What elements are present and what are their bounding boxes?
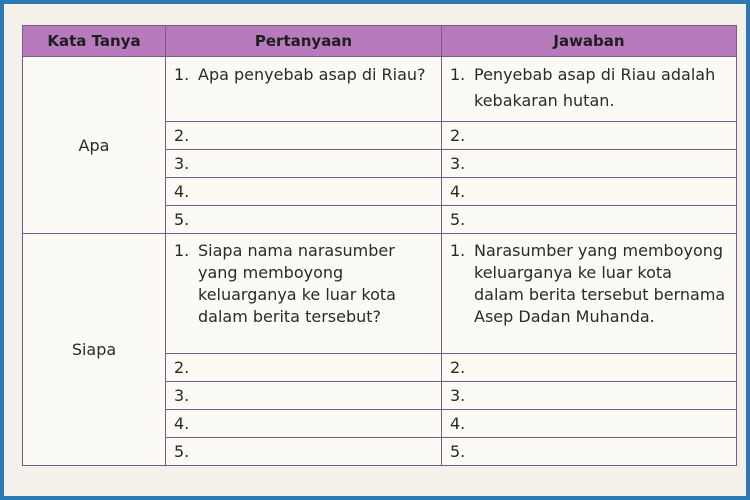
question-cell	[166, 57, 442, 122]
question-answer-table	[22, 25, 737, 466]
question-number: 1.	[174, 65, 190, 84]
answer-number: 5.	[450, 442, 466, 461]
answer-cell	[442, 410, 737, 438]
answer-cell	[442, 57, 737, 122]
question-text: Siapa nama narasumber yang memboyong keluarganya ke luar kota dalam berita tersebut?	[198, 241, 396, 326]
answer-number: 4.	[450, 414, 466, 433]
answer-text: Narasumber yang memboyong keluarganya ke luar kota dalam berita tersebut bernama Asep Dadan Muhanda.	[474, 241, 726, 326]
question-cell	[166, 150, 442, 178]
answer-number: 5.	[450, 210, 466, 229]
question-number: 4.	[174, 414, 190, 433]
answer-number: 1.	[450, 241, 466, 260]
question-number: 5.	[174, 442, 190, 461]
question-number: 2.	[174, 126, 190, 145]
header-pertanyaan: Pertanyaan	[166, 26, 442, 57]
answer-number: 2.	[450, 126, 466, 145]
answer-cell	[442, 234, 737, 354]
answer-cell	[442, 178, 737, 206]
question-cell	[166, 206, 442, 234]
question-number: 3.	[174, 154, 190, 173]
answer-cell	[442, 206, 737, 234]
question-number: 4.	[174, 182, 190, 201]
question-number: 1.	[174, 241, 190, 260]
question-cell	[166, 354, 442, 382]
answer-number: 3.	[450, 386, 466, 405]
answer-cell	[442, 150, 737, 178]
answer-number: 1.	[450, 65, 466, 84]
question-number: 5.	[174, 210, 190, 229]
answer-number: 2.	[450, 358, 466, 377]
answer-text: Penyebab asap di Riau adalah kebakaran hutan.	[474, 65, 716, 110]
header-jawaban: Jawaban	[442, 26, 737, 57]
kata-tanya-cell: Apa	[23, 57, 166, 234]
question-text: Apa penyebab asap di Riau?	[198, 65, 426, 84]
kata-tanya-cell: Siapa	[23, 234, 166, 466]
question-cell	[166, 438, 442, 466]
answer-cell	[442, 438, 737, 466]
header-row	[23, 26, 737, 57]
table-row	[23, 234, 737, 354]
answer-number: 4.	[450, 182, 466, 201]
answer-cell	[442, 354, 737, 382]
question-number: 2.	[174, 358, 190, 377]
question-cell	[166, 382, 442, 410]
answer-number: 3.	[450, 154, 466, 173]
question-cell	[166, 122, 442, 150]
page-frame	[4, 4, 746, 496]
question-cell	[166, 410, 442, 438]
question-cell	[166, 234, 442, 354]
header-kata-tanya: Kata Tanya	[23, 26, 166, 57]
answer-cell	[442, 122, 737, 150]
answer-cell	[442, 382, 737, 410]
question-cell	[166, 178, 442, 206]
table-row	[23, 57, 737, 122]
question-number: 3.	[174, 386, 190, 405]
